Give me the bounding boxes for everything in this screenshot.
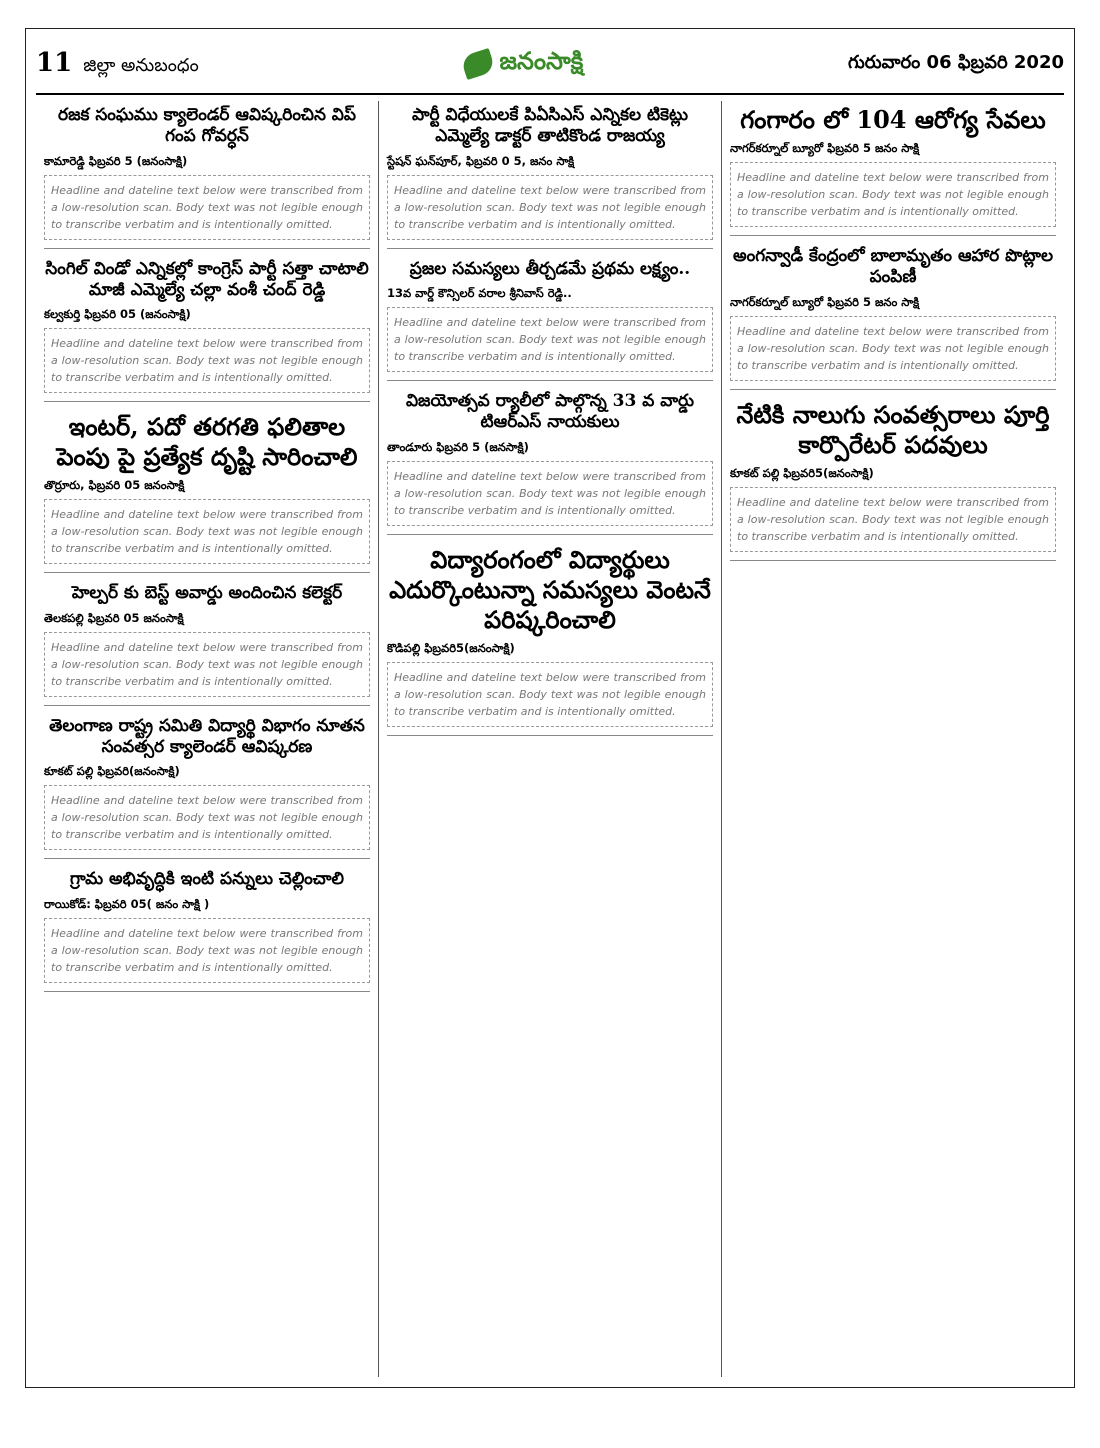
article-dateline: రాయికోడ్: ఫిబ్రవరి 05( జనం సాక్షి ) [44,896,210,911]
article-dateline: కామారెడ్డి ఫిబ్రవరి 5 (జనంసాక్షి) [44,153,188,168]
article-headline: గంగారం లో 104 ఆరోగ్య సేవలు [740,105,1046,134]
article [44,583,370,705]
untranscribed-body-placeholder: Headline and dateline text below were transcribed from a low-resolution scan. Body text was not legible enough to transcribe verbatim and is intentionally omitted. [44,175,370,240]
article-body [387,307,713,372]
brand-logo [463,47,583,81]
column-1 [36,101,378,1377]
article-body [387,461,713,526]
untranscribed-body-placeholder: Headline and dateline text below were transcribed from a low-resolution scan. Body text was not legible enough to transcribe verbatim and is intentionally omitted. [730,487,1056,552]
article-headline: నేటికి నాలుగు సంవత్సరాలు పూర్తి కార్పొరేటర్ పదవులు [736,399,1050,459]
article-body [44,499,370,564]
article-headline: రజక సంఘము క్యాలెండర్ ఆవిష్కరించిన విప్ గంప గోవర్ధన్ [58,105,356,147]
untranscribed-body-placeholder: Headline and dateline text below were transcribed from a low-resolution scan. Body text was not legible enough to transcribe verbatim and is intentionally omitted. [387,307,713,372]
untranscribed-body-placeholder: Headline and dateline text below were transcribed from a low-resolution scan. Body text was not legible enough to transcribe verbatim and is intentionally omitted. [387,175,713,240]
article-body [387,175,713,240]
untranscribed-body-placeholder: Headline and dateline text below were transcribed from a low-resolution scan. Body text was not legible enough to transcribe verbatim and is intentionally omitted. [730,316,1056,381]
article-body [44,785,370,850]
article-headline: హెల్పర్ కు బెస్ట్ అవార్డు అందించిన కలెక్టర్ [71,583,343,604]
article-headline: గ్రామ అభివృద్ధికి ఇంటి పన్నులు చెల్లించాలి [70,869,344,890]
article-columns [36,101,1064,1377]
untranscribed-body-placeholder: Headline and dateline text below were transcribed from a low-resolution scan. Body text was not legible enough to transcribe verbatim and is intentionally omitted. [387,662,713,727]
article-headline: తెలంగాణ రాష్ట్ర సమితి విద్యార్థి విభాగం నూతన సంవత్సర క్యాలెండర్ ఆవిష్కరణ [49,715,365,758]
article [387,259,713,381]
article-body [730,316,1056,381]
article-dateline: నాగర్‌కర్నూల్ బ్యూరో ఫిబ్రవరి 5 జనం సాక్షి [730,294,920,309]
article [387,545,713,736]
article-headline: ప్రజల సమస్యలు తీర్చడమే ప్రథమ లక్ష్యం.. [409,258,691,279]
brand-name: జనంసాక్షి [499,47,584,75]
article [44,716,370,860]
column-2 [378,101,721,1377]
article-dateline: తెలకపల్లి ఫిబ్రవరి 05 జనంసాక్షి [44,610,184,625]
article-body [730,487,1056,552]
untranscribed-body-placeholder: Headline and dateline text below were transcribed from a low-resolution scan. Body text was not legible enough to transcribe verbatim and is intentionally omitted. [44,499,370,564]
article [44,105,370,249]
section-title: జిల్లా అనుబంధం [83,55,199,76]
article-dateline: 13వ వార్డ్ కౌన్సిలర్ వరాల శ్రీనివాస్ రెడ్డి.. [387,285,572,300]
article-body [44,632,370,697]
article-dateline: స్టేషన్ ఘన్‌పూర్, ఫిబ్రవరి 0 5, జనం సాక్షి [387,153,575,168]
article-dateline: కూకట్ పల్లి ఫిబ్రవరి(జనంసాక్షి) [44,764,180,779]
issue-date: గురువారం 06 ఫిబ్రవరి 2020 [847,51,1064,73]
page-label [36,48,199,80]
article-headline: అంగన్వాడీ కేంద్రంలో బాలామృతం ఆహార పొట్లాల పంపిణీ [732,246,1054,288]
masthead [36,35,1064,95]
article-dateline: కూకట్ పల్లి ఫిబ్రవరి5(జనంసాక్షి) [730,465,874,480]
column-3 [721,101,1064,1377]
article-body [44,918,370,983]
article [730,400,1056,561]
untranscribed-body-placeholder: Headline and dateline text below were transcribed from a low-resolution scan. Body text was not legible enough to transcribe verbatim and is intentionally omitted. [44,632,370,697]
article-body [730,162,1056,227]
untranscribed-body-placeholder: Headline and dateline text below were transcribed from a low-resolution scan. Body text was not legible enough to transcribe verbatim and is intentionally omitted. [44,328,370,393]
article-headline: విద్యారంగంలో విద్యార్థులు ఎదుర్కొంటున్నా సమస్యలు వెంటనే పరిష్కరించాలి [389,544,711,634]
untranscribed-body-placeholder: Headline and dateline text below were transcribed from a low-resolution scan. Body text was not legible enough to transcribe verbatim and is intentionally omitted. [387,461,713,526]
article [44,412,370,573]
untranscribed-body-placeholder: Headline and dateline text below were transcribed from a low-resolution scan. Body text was not legible enough to transcribe verbatim and is intentionally omitted. [730,162,1056,227]
article-dateline: కల్వకుర్తి ఫిబ్రవరి 05 (జనంసాక్షి) [44,307,191,322]
article [730,105,1056,236]
article-headline: విజయోత్సవ ర్యాలీలో పాల్గొన్న 33 వ వార్డు టిఆర్ఎస్ నాయకులు [405,391,695,433]
article [730,246,1056,390]
article [44,869,370,991]
article [387,391,713,535]
leaf-icon [460,48,496,80]
article-dateline: తాండూరు ఫిబ్రవరి 5 (జనసాక్షి) [387,439,529,454]
article-dateline: తొర్రూరు, ఫిబ్రవరి 05 జనంసాక్షి [44,478,185,493]
article-body [387,662,713,727]
untranscribed-body-placeholder: Headline and dateline text below were transcribed from a low-resolution scan. Body text was not legible enough to transcribe verbatim and is intentionally omitted. [44,918,370,983]
article-headline: పార్టీ విధేయులకే పిఏసిఎస్ ఎన్నికల టికెట్లు ఎమ్మెల్యే డాక్టర్ తాటికొండ రాజయ్య [412,105,688,147]
page-number: 11 [36,48,73,78]
untranscribed-body-placeholder: Headline and dateline text below were transcribed from a low-resolution scan. Body text was not legible enough to transcribe verbatim and is intentionally omitted. [44,785,370,850]
article [44,259,370,403]
article-dateline: కొడిపల్లి ఫిబ్రవరి5(జనంసాక్షి) [387,640,515,655]
article [387,105,713,249]
article-body [44,328,370,393]
article-headline: సింగిల్ విండో ఎన్నికల్లో కాంగ్రెస్ పార్టీ సత్తా చాటాలి మాజీ ఎమ్మెల్యే చల్లా వంశీ చంద్ రెడ్డి [45,258,369,300]
article-headline: ఇంటర్, పదో తరగతి ఫలితాల పెంపు పై ప్రత్యేక దృష్టి సారించాలి [56,412,358,472]
newspaper-page [25,28,1075,1388]
article-dateline: నాగర్‌కర్నూల్ బ్యూరో ఫిబ్రవరి 5 జనం సాక్షి [730,141,920,155]
article-body [44,175,370,240]
